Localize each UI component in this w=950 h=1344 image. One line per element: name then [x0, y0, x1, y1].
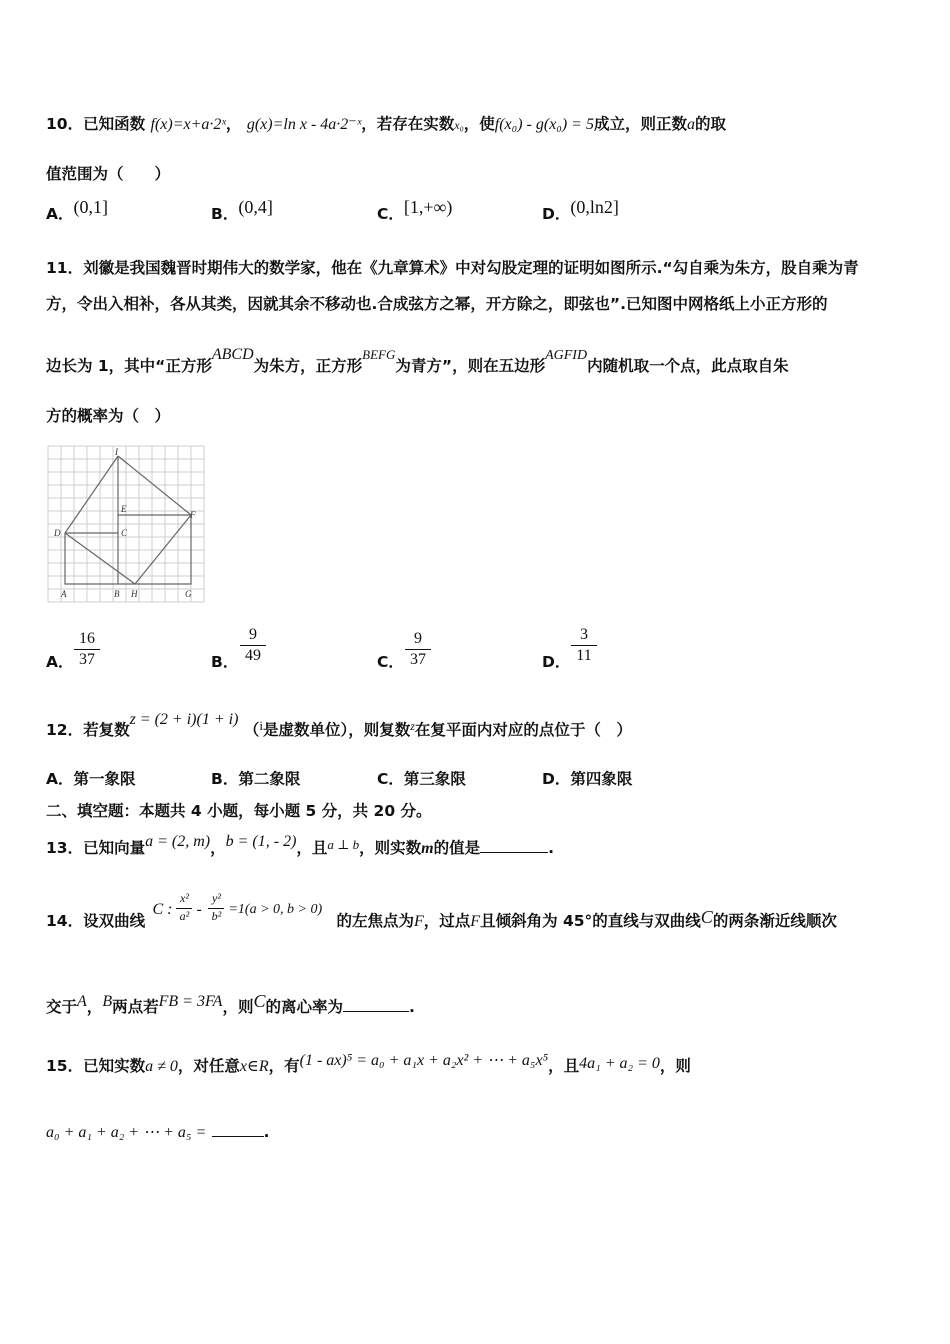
option-value: (0,1] — [73, 197, 108, 217]
option-label: D． — [542, 205, 571, 223]
q15-condition: 4a₁ + a₂ = 0 — [579, 1055, 660, 1072]
q14-fb: FB = 3FA — [158, 993, 223, 1010]
q10-line1 — [46, 114, 726, 135]
label-e: E — [121, 504, 127, 514]
option-value: (0,ln2] — [570, 197, 619, 217]
q13-m: m — [421, 840, 434, 857]
q14-text-9: 的离心率为 — [265, 998, 343, 1016]
q15-expansion: (1 - ax)⁵ = a₀ + a₁x + a₂x² + ⋯ + a₅x⁵ — [299, 1052, 549, 1069]
denominator: 11 — [576, 647, 592, 664]
q15-x-in-r: x∈R — [239, 1058, 269, 1075]
q12-text-4: 在复平面内对应的点位于（ ） — [414, 721, 632, 739]
denominator: 37 — [410, 651, 426, 668]
q11-line1: 11．刘徽是我国魏晋时期伟大的数学家，他在《九章算术》中对勾股定理的证明如图所示.“勾自乘为朱方，股自乘为青 — [46, 259, 859, 277]
q14-c2: C — [253, 991, 266, 1011]
q14-text-4: 且倾斜角为 45°的直线与双曲线 — [480, 912, 701, 930]
q14-text-2: 的左焦点为 — [336, 912, 414, 930]
q12-option-d: D．第四象限 — [542, 770, 633, 788]
q15-line2 — [46, 1122, 270, 1143]
q12-z: z — [410, 719, 415, 733]
q10-option-d — [542, 197, 619, 224]
q13-answer-blank[interactable] — [480, 838, 548, 853]
q14-b2: b² — [211, 908, 222, 923]
q14-text-3: ，过点 — [423, 912, 471, 930]
q14-minus: - — [196, 900, 202, 918]
q11-option-a-fraction — [74, 630, 100, 669]
q12-z-expression: z = (2 + i)(1 + i) — [129, 711, 239, 728]
q14-text-7: 两点若 — [112, 998, 159, 1016]
q10-x0: x₀ — [454, 118, 464, 132]
q14-y2: y² — [208, 888, 224, 909]
q13-text-4: 的值是 — [433, 839, 481, 857]
q10-text-3: ，使 — [463, 115, 495, 133]
q13-vector-a: a = (2, m) — [145, 833, 211, 850]
q14-text-1: 14．设双曲线 — [46, 912, 146, 930]
q12-text-2: （ — [243, 721, 260, 739]
numerator: 3 — [571, 626, 597, 646]
label-d: D — [54, 528, 61, 538]
label-h: H — [131, 589, 138, 599]
pythagoras-figure — [46, 444, 206, 604]
q14-text-8: ，则 — [222, 998, 254, 1016]
square-abcd: ABCD — [211, 346, 254, 363]
q14-rhs: =1(a > 0, b > 0) — [228, 901, 323, 917]
q13-text-2: ，且 — [296, 839, 328, 857]
q14-text-6: 交于 — [46, 998, 78, 1016]
q11-line2: 方，令出入相补，各从其类，因就其余不移动也.合成弦方之幂，开方除之，即弦也”.已知图中网格纸上小正方形的 — [46, 295, 828, 313]
q10-option-c — [377, 197, 453, 224]
q13-comma: ， — [210, 839, 226, 857]
q10-line2: 值范围为（ ） — [46, 165, 171, 183]
q14-a2: a² — [179, 908, 190, 923]
q14-c-label: C : — [152, 900, 173, 918]
q10-f-expression: f(x)=x+a·2ˣ — [150, 116, 226, 133]
q14-hyperbola-equation — [150, 890, 336, 932]
q14-text-5: 的两条渐近线顺次 — [712, 912, 837, 930]
q11-line4: 方的概率为（ ） — [46, 407, 171, 425]
q11-text-3: 为青方”，则在五边形 — [395, 357, 546, 375]
numerator: 9 — [405, 630, 431, 650]
q11-option-d-fraction — [571, 626, 597, 665]
label-c: C — [121, 528, 128, 538]
label-a: A — [61, 589, 67, 599]
q10-g-expression: g(x)=ln x - 4a·2⁻ˣ — [246, 116, 362, 133]
q10-condition: f(x₀) - g(x₀) = 5 — [494, 116, 594, 133]
section-fill-in-heading: 二、填空题：本题共 4 小题，每小题 5 分，共 20 分。 — [46, 802, 432, 820]
q10-text-1: 已知函数 — [83, 115, 146, 133]
q10-option-b — [211, 197, 273, 224]
q14-line1 — [46, 890, 837, 932]
numerator: 16 — [74, 630, 100, 650]
q13-perp: a ⊥ b — [327, 837, 360, 852]
q15-text-1: 15．已知实数 — [46, 1057, 146, 1075]
q14-f2: F — [470, 913, 481, 930]
q12-text-3: 是虚数单位），则复数 — [262, 721, 411, 739]
q14-comma: ， — [86, 998, 103, 1016]
q14-c: C — [700, 907, 713, 927]
q11-option-b-label: B． — [211, 653, 239, 671]
q12-option-b: B．第二象限 — [211, 770, 301, 788]
q11-option-b-fraction — [240, 626, 266, 665]
q12-text-1: 12．若复数 — [46, 721, 130, 739]
q10-text-5: 的取 — [695, 115, 727, 133]
q14-answer-blank[interactable] — [343, 997, 409, 1012]
q10-text-4: 成立，则正数 — [593, 115, 687, 133]
q15-text-4: ，且 — [548, 1057, 580, 1075]
q12-option-c: C．第三象限 — [377, 770, 466, 788]
pentagon-agfid: AGFID — [545, 348, 588, 363]
q13-text-3: ，则实数 — [359, 839, 422, 857]
q15-period: . — [263, 1123, 270, 1141]
q15-answer-blank[interactable] — [212, 1122, 264, 1137]
q10-number: 10． — [46, 115, 84, 133]
option-label: A． — [46, 205, 74, 223]
q10-comma: ， — [225, 115, 242, 133]
q14-f: F — [414, 913, 424, 930]
q11-text-1: 边长为 1，其中“正方形 — [46, 357, 212, 375]
q13-text-1: 13．已知向量 — [46, 839, 146, 857]
q15-text-3: ，有 — [268, 1057, 300, 1075]
q11-text-4: 内随机取一个点，此点取自朱 — [587, 357, 789, 375]
denominator: 37 — [79, 651, 95, 668]
option-label: C． — [377, 205, 404, 223]
q11-text-2: 为朱方，正方形 — [253, 357, 363, 375]
q11-option-a-label: A． — [46, 653, 74, 671]
q15-line1 — [46, 1052, 691, 1077]
label-i: I — [115, 447, 118, 457]
q15-sum: a₀ + a₁ + a₂ + ⋯ + a₅ = — [46, 1124, 207, 1141]
label-f: F — [190, 510, 196, 520]
q10-option-a — [46, 197, 108, 224]
option-value: [1,+∞) — [403, 197, 453, 217]
q14-a: A — [77, 993, 87, 1010]
q13-vector-b: b = (1, - 2) — [225, 833, 297, 850]
q15-text-5: ，则 — [659, 1057, 691, 1075]
q12-option-a: A．第一象限 — [46, 770, 136, 788]
q11-line3 — [46, 346, 789, 378]
numerator: 9 — [240, 626, 266, 646]
q14-period: . — [408, 998, 415, 1016]
square-befg: BEFG — [362, 347, 396, 362]
q14-x2: x² — [176, 888, 192, 909]
q13-period: . — [548, 839, 555, 857]
denominator: 49 — [245, 647, 261, 664]
q10-a: a — [687, 116, 695, 133]
q15-a-neq-0: a ≠ 0 — [145, 1058, 178, 1075]
q11-option-c-label: C． — [377, 653, 404, 671]
label-b: B — [114, 589, 120, 599]
q15-text-2: ，对任意 — [177, 1057, 240, 1075]
q12-line1 — [46, 711, 632, 741]
q13-line — [46, 833, 555, 859]
q14-line2 — [46, 991, 415, 1018]
q12-i: i — [259, 718, 263, 733]
q11-option-d-label: D． — [542, 653, 571, 671]
option-value: (0,4] — [238, 197, 273, 217]
label-g: G — [185, 589, 192, 599]
q14-b: B — [102, 993, 113, 1010]
option-label: B． — [211, 205, 239, 223]
q11-option-c-fraction — [405, 630, 431, 669]
q10-text-2: ，若存在实数 — [361, 115, 455, 133]
